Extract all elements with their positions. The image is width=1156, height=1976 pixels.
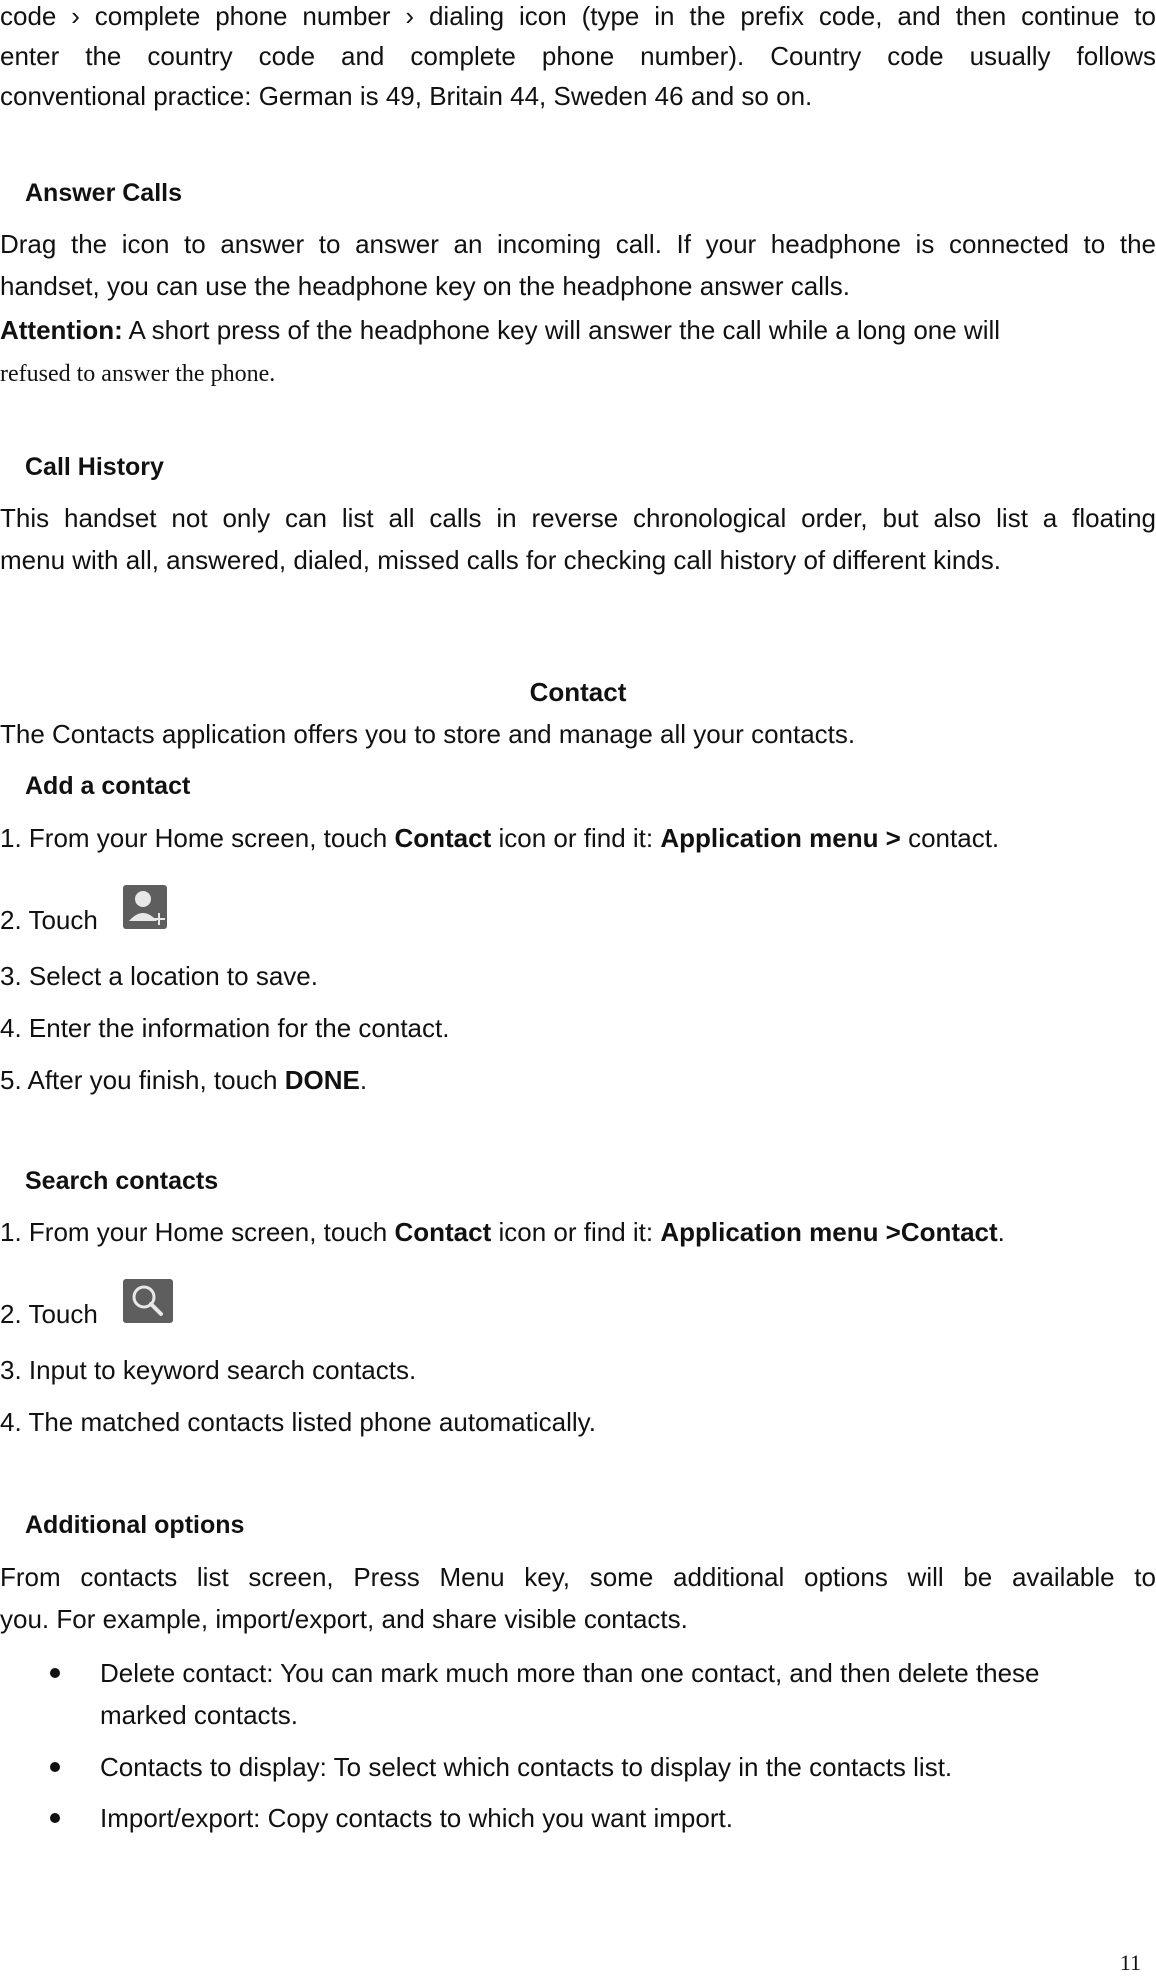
attention-line xyxy=(0,314,1000,346)
step-text: 5. After you finish, touch xyxy=(0,1065,285,1095)
bullet-dot xyxy=(50,1668,60,1678)
step-bold: Contact xyxy=(394,1217,492,1247)
add-contact-heading: Add a contact xyxy=(25,772,191,800)
step-text: . xyxy=(359,1065,368,1095)
step-bold: Contact xyxy=(394,823,492,853)
contact-intro: The Contacts application offers you to store and manage all your contacts. xyxy=(0,719,856,749)
answer-calls-line-1: Drag the icon to answer to answer an incoming call. If your headphone is connected to the xyxy=(0,229,1156,259)
search-contacts-step-1 xyxy=(0,1216,1005,1248)
bullet-1-line-1: Delete contact: You can mark much more than one contact, and then delete these xyxy=(100,1658,1040,1688)
step-bold: Application menu >Contact xyxy=(660,1217,998,1247)
page-number: 11 xyxy=(1119,1950,1141,1975)
answer-calls-line-4: refused to answer the phone. xyxy=(0,361,276,387)
bullet-dot xyxy=(50,1813,60,1823)
step-text: . xyxy=(997,1217,1005,1247)
add-contact-step-4: 4. Enter the information for the contact. xyxy=(0,1013,450,1043)
attention-text: A short press of the headphone key will answer the call while a long one will xyxy=(122,315,1001,345)
search-contacts-step-4: 4. The matched contacts listed phone automatically. xyxy=(0,1407,596,1437)
search-contacts-step-3: 3. Input to keyword search contacts. xyxy=(0,1355,417,1385)
contact-title: Contact xyxy=(529,677,627,707)
bullet-1-line-2: marked contacts. xyxy=(100,1700,298,1730)
call-history-line-1: This handset not only can list all calls in reverse chronological order, but also list a floating xyxy=(0,503,1156,533)
add-contact-icon xyxy=(123,885,167,929)
additional-options-line-1: From contacts list screen, Press Menu key, some additional options will be available to xyxy=(0,1562,1156,1592)
search-contacts-heading: Search contacts xyxy=(25,1167,219,1195)
intro-line-2: enter the country code and complete phone number). Country code usually follows xyxy=(0,41,1156,71)
answer-calls-line-2: handset, you can use the headphone key on the headphone answer calls. xyxy=(0,271,850,301)
additional-options-line-2: you. For example, import/export, and share visible contacts. xyxy=(0,1604,688,1634)
search-icon xyxy=(123,1279,173,1323)
intro-line-3: conventional practice: German is 49, Britain 44, Sweden 46 and so on. xyxy=(0,81,813,111)
bullet-dot xyxy=(50,1762,60,1772)
step-text: icon or find it: xyxy=(491,823,661,853)
step-bold: DONE xyxy=(284,1065,360,1095)
intro-line-1: code › complete phone number › dialing icon (type in the prefix code, and then continue to xyxy=(0,1,1156,31)
step-text: contact. xyxy=(900,823,1000,853)
step-bold: Application menu > xyxy=(660,823,901,853)
add-contact-step-5 xyxy=(0,1064,367,1096)
additional-options-heading: Additional options xyxy=(25,1511,245,1539)
answer-calls-heading: Answer Calls xyxy=(25,179,183,207)
add-contact-step-3: 3. Select a location to save. xyxy=(0,961,318,991)
bullet-2-line-1: Contacts to display: To select which contacts to display in the contacts list. xyxy=(100,1752,953,1782)
call-history-line-2: menu with all, answered, dialed, missed calls for checking call history of different kinds. xyxy=(0,545,1001,575)
step-text: 2. Touch xyxy=(0,1299,106,1329)
call-history-heading: Call History xyxy=(25,453,164,481)
step-text: icon or find it: xyxy=(491,1217,661,1247)
step-text: 2. Touch xyxy=(0,905,106,935)
bullet-3-line-1: Import/export: Copy contacts to which you want import. xyxy=(100,1803,733,1833)
attention-label: Attention: xyxy=(0,315,123,345)
add-contact-step-1 xyxy=(0,822,999,854)
step-text: 1. From your Home screen, touch xyxy=(0,823,395,853)
step-text: 1. From your Home screen, touch xyxy=(0,1217,395,1247)
